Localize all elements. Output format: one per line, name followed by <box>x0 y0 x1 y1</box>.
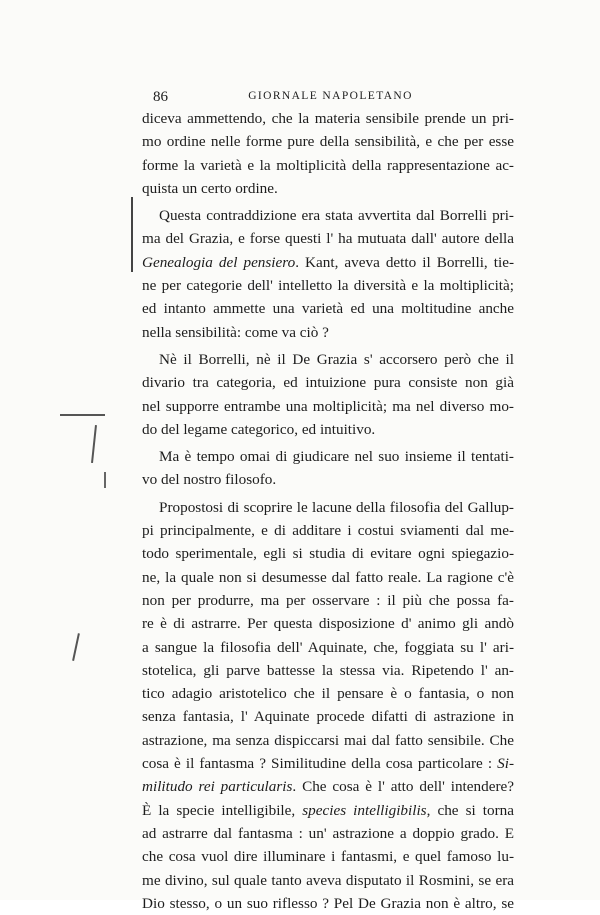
text-line <box>142 251 514 274</box>
text-segment: nella sensibilità: come va ciò ? <box>142 323 329 341</box>
text-segment: astrazione, ma senza dispiccarsi mai dal fatto sensibile. Che <box>142 731 514 749</box>
text-line <box>142 274 514 297</box>
text-line <box>142 845 514 868</box>
text-line <box>142 566 514 589</box>
body-text <box>142 107 514 915</box>
text-line <box>142 705 514 728</box>
text-segment: do del legame categorico, ed intuitivo. <box>142 420 376 438</box>
text-segment: pi principalmente, e di additare i costui sviamenti dal me- <box>142 522 514 540</box>
text-segment: ne per categorie dell' intelletto la diversità e la moltiplicità; <box>142 277 514 295</box>
text-line <box>142 130 514 153</box>
text-line <box>142 107 514 130</box>
text-line <box>142 519 514 542</box>
text-line <box>142 297 514 320</box>
text-segment: quista un certo ordine. <box>142 179 278 197</box>
margin-mark <box>72 633 79 661</box>
text-line <box>142 775 514 798</box>
text-segment: tico adagio aristotelico che il pensare è o fantasia, o non <box>142 685 514 703</box>
margin-mark <box>60 414 105 416</box>
text-line <box>142 321 514 344</box>
text-segment: . Che cosa è l' atto dell' intendere? <box>292 778 514 796</box>
italic-text: species intelligibilis <box>302 801 427 819</box>
text-segment: nel supporre entrambe una moltiplicità; ma nel diverso mo- <box>142 397 514 415</box>
margin-mark <box>131 197 133 272</box>
text-segment: ad astrarre dal fantasma : un' astrazione a doppio grado. E <box>142 824 514 842</box>
text-segment: mo ordine nelle forme pure della sensibilità, e che per esse <box>142 133 514 151</box>
text-segment: Nè il Borrelli, nè il De Grazia s' accorsero però che il <box>159 350 514 368</box>
text-segment: vo del nostro filosofo. <box>142 471 277 489</box>
margin-mark <box>91 425 96 463</box>
text-segment: senza fantasia, l' Aquinate procede difatti di astrazione in <box>142 708 514 726</box>
italic-text: militudo rei particularis <box>142 778 293 796</box>
text-line <box>142 752 514 775</box>
text-segment: ne, la quale non si desumesse dal fatto reale. La ragione c'è <box>142 568 514 586</box>
text-segment: stotelica, gli parve battesse la stessa via. Ripetendo l' an- <box>142 661 514 679</box>
text-line <box>142 348 514 371</box>
italic-text: Genealogia del pensiero <box>142 253 296 271</box>
text-line <box>142 227 514 250</box>
text-segment: . Kant, aveva detto il Borrelli, tie- <box>295 253 515 271</box>
text-segment: È la specie intelligibile, <box>142 801 303 819</box>
text-line <box>142 496 514 519</box>
text-line <box>142 729 514 752</box>
text-segment: che cosa vuol dire illuminare i fantasmi, e quel famoso lu- <box>142 848 514 866</box>
text-line <box>142 636 514 659</box>
margin-mark <box>104 472 106 488</box>
text-line <box>142 177 514 200</box>
text-line <box>142 799 514 822</box>
text-segment: diceva ammettendo, che la materia sensibile prende un pri- <box>142 110 514 127</box>
text-segment: re è di astrarre. Per questa disposizione d' animo gli andò <box>142 615 514 633</box>
text-line <box>142 418 514 441</box>
text-line <box>142 468 514 491</box>
text-line <box>142 869 514 892</box>
text-segment: Dio stesso, o un suo riflesso ? Pel De Grazia non è altro, se <box>142 894 514 912</box>
text-segment: , che si torna <box>426 801 514 819</box>
text-line <box>142 204 514 227</box>
text-line <box>142 659 514 682</box>
text-segment: a sangue la filosofia dell' Aquinate, che, foggiata su l' ari- <box>142 638 514 656</box>
text-segment: Propostosi di scoprire le lacune della filosofia del Gallup- <box>159 498 514 516</box>
text-line <box>142 371 514 394</box>
running-header <box>153 89 508 109</box>
text-line <box>142 395 514 418</box>
text-segment: todo sperimentale, egli si studia di evitare ogni spiegazio- <box>142 545 514 563</box>
text-line <box>142 682 514 705</box>
text-segment: divario tra categoria, ed intuizione pura consiste non già <box>142 374 514 392</box>
text-segment: me divino, sul quale tanto aveva disputato il Rosmini, se era <box>142 871 514 889</box>
text-segment: cosa è il fantasma ? Similitudine della cosa particolare : <box>142 755 498 773</box>
text-line <box>142 445 514 468</box>
text-segment: ma del Grazia, e forse questi l' ha mutuata dall' autore della <box>142 230 514 248</box>
text-segment: ed intanto ammette una varietà ed una moltitudine anche <box>142 300 514 318</box>
text-line <box>142 822 514 845</box>
text-segment: Ma è tempo omai di giudicare nel suo insieme il tentati- <box>159 448 514 466</box>
text-segment: forme la varietà e la moltiplicità della rappresentazione ac- <box>142 156 514 174</box>
text-line <box>142 612 514 635</box>
text-segment: non per produrre, ma per osservare : il più che possa fa- <box>142 591 514 609</box>
text-line <box>142 542 514 565</box>
page-number: 86 <box>153 89 168 105</box>
text-line <box>142 589 514 612</box>
text-line <box>142 154 514 177</box>
italic-text: Si- <box>497 755 514 773</box>
text-segment: Questa contraddizione era stata avvertita dal Borrelli pri- <box>159 207 514 225</box>
journal-title: GIORNALE NAPOLETANO <box>248 90 413 102</box>
text-line <box>142 892 514 915</box>
